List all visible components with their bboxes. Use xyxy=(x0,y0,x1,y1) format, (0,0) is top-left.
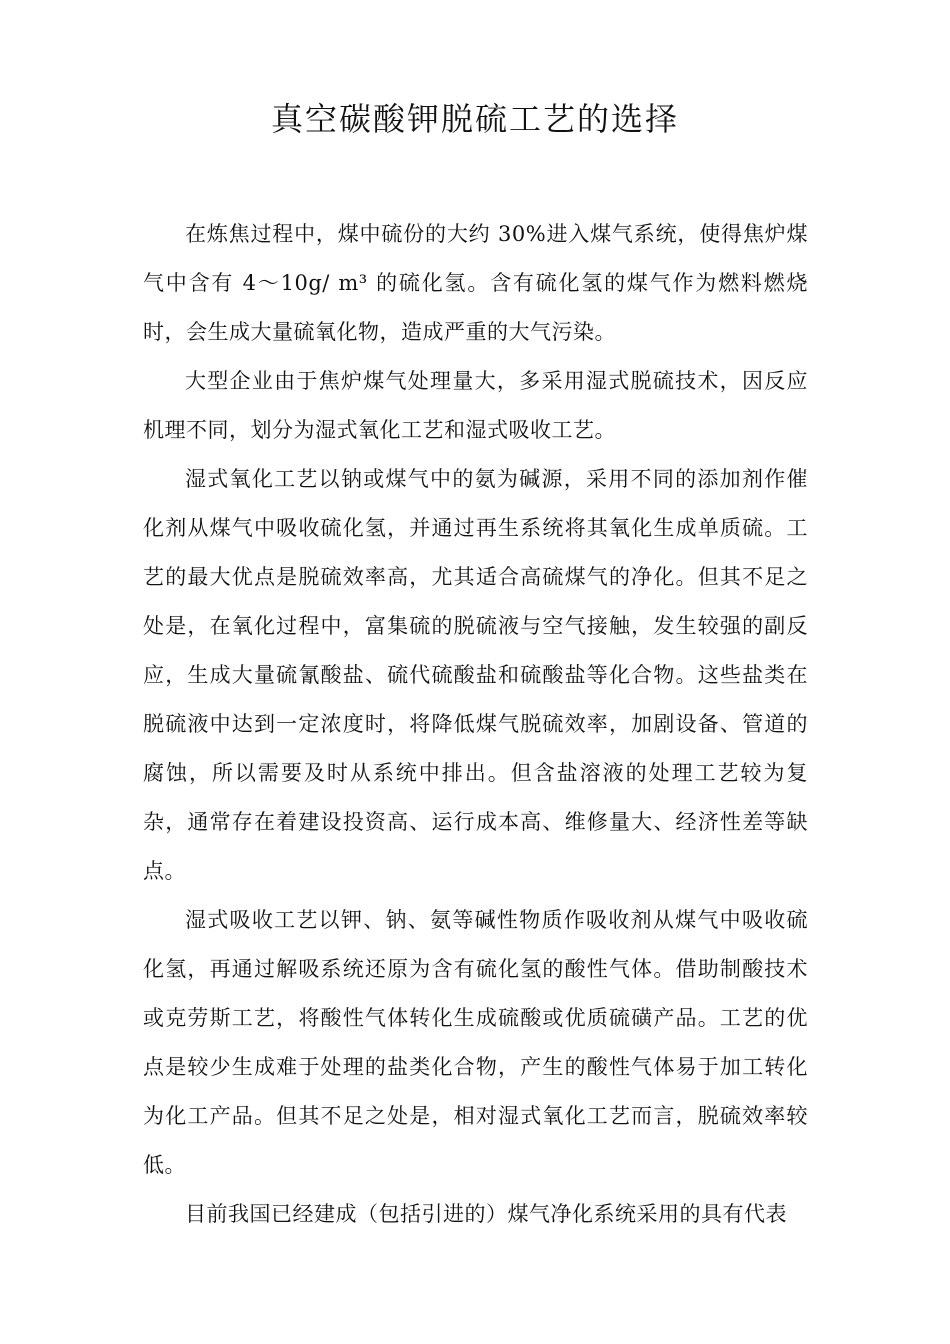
paragraph-5: 目前我国已经建成（包括引进的）煤气净化系统采用的具有代表 xyxy=(185,1202,787,1226)
paragraph-3: 湿式氧化工艺以钠或煤气中的氨为碱源，采用不同的添加剂作催化剂从煤气中吸收硫化氢，并通过再生系统将其氧化生成单质硫。工艺的最大优点是脱硫效率高，尤其适合高硫煤气的净化。但其不足之处是，在氧化过程中，富集硫的脱硫液与空气接触，发生较强的副反应，生成大量硫氰酸盐、硫代硫酸盐和硫酸盐等化合物。这些盐类在脱硫液中达到一定浓度时，将降低煤气脱硫效率，加剧设备、管道的腐蚀，所以需要及时从系统中排出。但含盐溶液的处理工艺较为复杂，通常存在着建设投资高、运行成本高、维修量大、经济性差等缺点。 xyxy=(143,467,808,883)
document-body xyxy=(143,210,808,1239)
paragraph-1: 在炼焦过程中，煤中硫份的大约 30%进入煤气系统，使得焦炉煤气中含有 4～10g/ m³ 的硫化氢。含有硫化氢的煤气作为燃料燃烧时，会生成大量硫氧化物，造成严重的大气污染。 xyxy=(143,222,808,344)
document-title: 真空碳酸钾脱硫工艺的选择 xyxy=(270,100,679,138)
paragraph-2: 大型企业由于焦炉煤气处理量大，多采用湿式脱硫技术，因反应机理不同，划分为湿式氧化工艺和湿式吸收工艺。 xyxy=(143,369,808,442)
paragraph-4: 湿式吸收工艺以钾、钠、氨等碱性物质作吸收剂从煤气中吸收硫化氢，再通过解吸系统还原为含有硫化氢的酸性气体。借助制酸技术或克劳斯工艺，将酸性气体转化生成硫酸或优质硫磺产品。工艺的优点是较少生成难于处理的盐类化合物，产生的酸性气体易于加工转化为化工产品。但其不足之处是，相对湿式氧化工艺而言，脱硫效率较低。 xyxy=(143,908,808,1177)
